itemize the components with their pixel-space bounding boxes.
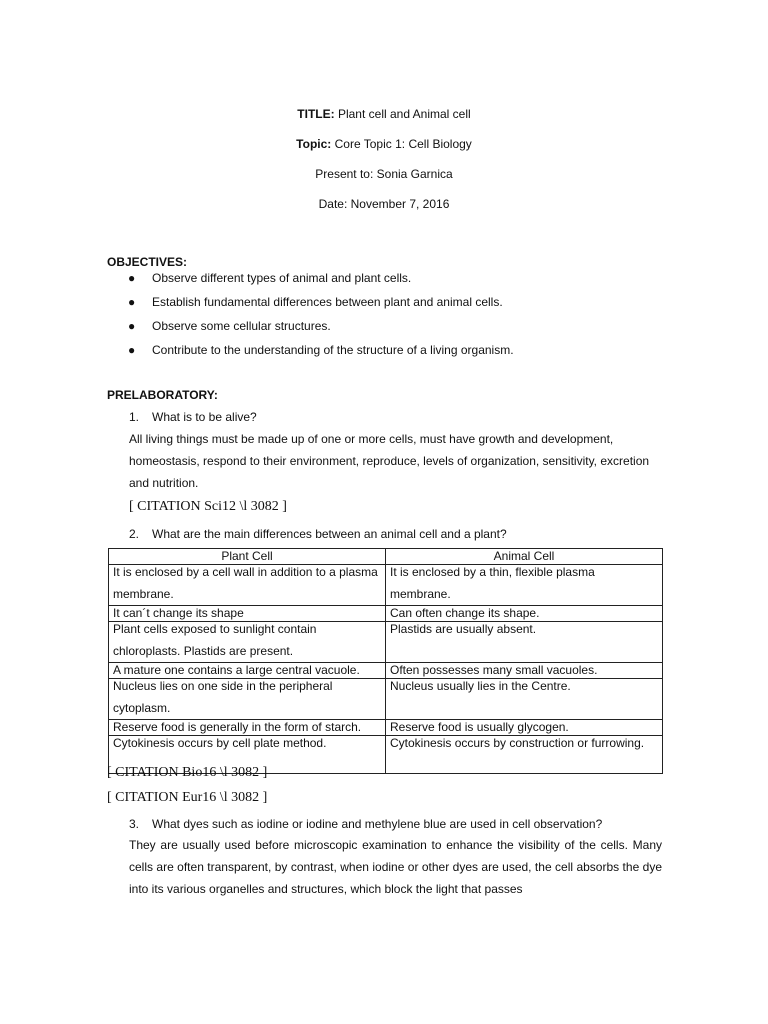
objective-text: Contribute to the understanding of the structure of a living organism. [152, 343, 514, 357]
objective-text: Establish fundamental differences between plant and animal cells. [152, 295, 503, 309]
topic-label: Topic: [296, 137, 332, 151]
table-cell [109, 622, 386, 663]
cell-text: It is enclosed by a thin, flexible plasma membrane. [390, 565, 595, 601]
citation-2: [ CITATION Bio16 \l 3082 ] [107, 765, 268, 780]
cell-text: Cytokinesis occurs by construction or furrowing. [390, 736, 645, 750]
objective-item [107, 293, 667, 317]
question-3 [129, 816, 602, 832]
question-1 [129, 409, 257, 425]
bullet-icon: ● [128, 271, 136, 285]
answer-3: They are usually used before microscopic examination to enhance the visibility of the cells. Many cells are often transparent, by contrast, when iodine or other dyes are used, the cell absorbs the dye into its various organelles and structures, which block the light that passes [129, 838, 662, 896]
objective-item [107, 269, 667, 293]
table-cell: Cytokinesis occurs by cell plate method. [109, 736, 386, 774]
table-cell: Can often change its shape. [386, 606, 663, 622]
table-cell: A mature one contains a large central vacuole. [109, 663, 386, 679]
topic-line [0, 136, 768, 152]
question-2 [129, 526, 507, 542]
table-cell: Often possesses many small vacuoles. [386, 663, 663, 679]
bullet-icon: ● [128, 343, 136, 357]
table-cell: It can´t change its shape [109, 606, 386, 622]
objectives-list [107, 269, 667, 365]
column-header: Plant Cell [109, 549, 386, 565]
objective-text: Observe different types of animal and plant cells. [152, 271, 412, 285]
bullet-icon: ● [128, 319, 136, 333]
question-number: 3. [129, 817, 140, 831]
table-cell [109, 679, 386, 720]
objective-text: Observe some cellular structures. [152, 319, 331, 333]
column-header: Animal Cell [386, 549, 663, 565]
table-cell: Plastids are usually absent. [386, 622, 663, 663]
title-line [0, 106, 768, 122]
table-cell: Reserve food is usually glycogen. [386, 720, 663, 736]
table-cell [386, 736, 663, 774]
table-cell [109, 565, 386, 606]
objective-item [107, 341, 667, 365]
prelab-heading: PRELABORATORY: [107, 388, 218, 402]
objectives-heading: OBJECTIVES: [107, 255, 188, 269]
table-cell: Reserve food is generally in the form of starch. [109, 720, 386, 736]
title-label: TITLE: [297, 107, 335, 121]
present-to-line: Present to: Sonia Garnica [315, 167, 453, 181]
table-row [109, 565, 663, 606]
title-value: Plant cell and Animal cell [337, 107, 471, 121]
table-cell: Nucleus usually lies in the Centre. [386, 679, 663, 720]
question-text: What are the main differences between an animal cell and a plant? [152, 527, 507, 541]
cell-text: Nucleus lies on one side in the peripheral cytoplasm. [113, 679, 333, 715]
answer-1: All living things must be made up of one or more cells, must have growth and development, homeostasis, respond to their environment, reproduce, levels of organization, sensitivity, excretion and nutrition. [129, 432, 650, 490]
citation-3: [ CITATION Eur16 \l 3082 ] [107, 790, 268, 805]
cell-text: It is enclosed by a cell wall in addition to a plasma membrane. [113, 565, 378, 601]
question-number: 1. [129, 410, 140, 424]
question-text: What is to be alive? [152, 410, 257, 424]
table-row [109, 622, 663, 663]
cell-text: Plant cells exposed to sunlight contain chloroplasts. Plastids are present. [113, 622, 317, 658]
topic-value: Core Topic 1: Cell Biology [334, 137, 472, 151]
citation-1: [ CITATION Sci12 \l 3082 ] [129, 499, 287, 514]
date-line: Date: November 7, 2016 [318, 197, 450, 211]
objective-item [107, 317, 667, 341]
table-cell [386, 565, 663, 606]
bullet-icon: ● [128, 295, 136, 309]
comparison-table [108, 548, 663, 774]
question-text: What dyes such as iodine or iodine and methylene blue are used in cell observation? [152, 817, 603, 831]
question-number: 2. [129, 527, 140, 541]
table-row [109, 679, 663, 720]
